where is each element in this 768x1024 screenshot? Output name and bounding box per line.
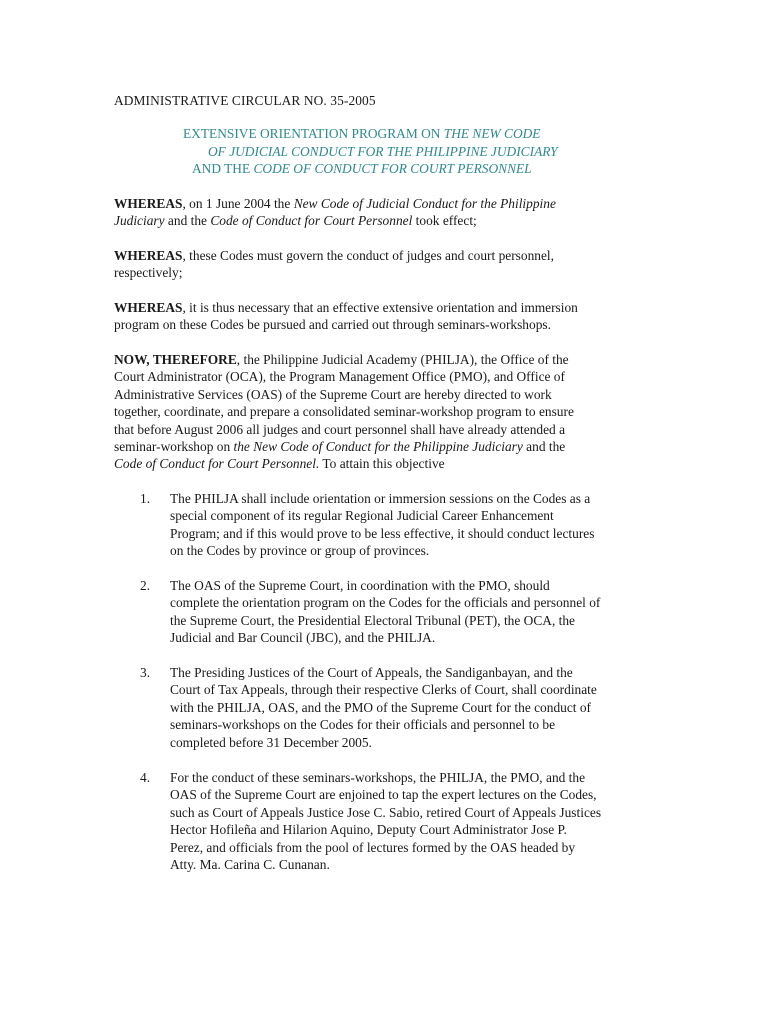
whereas-1-line-1 [114, 195, 654, 212]
title-line-1 [183, 125, 541, 142]
whereas-1-text: , on 1 June 2004 the [182, 196, 294, 211]
now-line-5: that before August 2006 all judges and court personnel shall have already attended a [114, 421, 566, 437]
list-item-line: The PHILJA shall include orientation or immersion sessions on the Codes as a [170, 491, 591, 506]
list-item-line: The OAS of the Supreme Court, in coordination with the PMO, should [170, 578, 550, 593]
new-code-title-italic: New Code of Judicial Conduct for the Philippine [293, 196, 556, 211]
whereas-1-line-2 [114, 212, 654, 229]
whereas-3-text: , it is thus necessary that an effective extensive orientation and immersion [182, 300, 578, 315]
list-item-number: 2. [140, 578, 151, 593]
now-therefore-label: NOW, THEREFORE [114, 352, 237, 367]
list-item-number: 3. [140, 665, 151, 680]
whereas-paragraph-3 [114, 299, 654, 334]
now-line-2: Court Administrator (OCA), the Program Management Office (PMO), and Office of [114, 369, 565, 385]
list-item-line: OAS of the Supreme Court are enjoined to tap the expert lectures on the Codes, [170, 787, 597, 803]
now-line-6 [114, 438, 654, 455]
list-item-line: such as Court of Appeals Justice Jose C. Sabio, retired Court of Appeals Justices [170, 804, 602, 820]
list-item-text [170, 490, 660, 560]
whereas-3-line-1 [114, 299, 654, 316]
title-line-2 [208, 143, 558, 160]
new-code-italic: the New Code of Conduct for the Philippine Judiciary [233, 439, 523, 455]
title-line-3 [192, 160, 532, 177]
list-item-text [170, 577, 660, 647]
list-item-text [170, 769, 660, 873]
list-item-number: 1. [140, 491, 151, 506]
whereas-2-text: , these Codes must govern the conduct of judges and court personnel, [182, 248, 554, 263]
now-therefore-paragraph [114, 351, 654, 473]
now-line-6-end: and the [522, 439, 566, 455]
title-line-1-italic: THE NEW CODE [443, 126, 541, 141]
now-line-3: Administrative Services (OAS) of the Supreme Court are hereby directed to work [114, 386, 552, 402]
list-item-line: the Supreme Court, the Presidential Electoral Tribunal (PET), the OCA, the [170, 612, 575, 628]
title-line-1-plain: EXTENSIVE ORIENTATION PROGRAM ON [183, 126, 444, 141]
now-line-7 [114, 455, 654, 472]
whereas-paragraph-2 [114, 247, 654, 282]
list-item-line: complete the orientation program on the Codes for the officials and personnel of [170, 595, 601, 611]
list-item-line: Court of Tax Appeals, through their respective Clerks of Court, shall coordinate [170, 682, 597, 698]
title-line-2-italic: OF JUDICIAL CONDUCT FOR THE PHILIPPINE JUDICIARY [208, 144, 558, 159]
whereas-3-line-2: program on these Codes be pursued and carried out through seminars-workshops. [114, 317, 551, 333]
list-item-line: Program; and if this would prove to be less effective, it should conduct lectures [170, 525, 595, 541]
whereas-2-line-1 [114, 247, 654, 264]
list-item-line: completed before 31 December 2005. [170, 734, 372, 750]
whereas-label: WHEREAS [114, 196, 183, 211]
list-item-line: Judicial and Bar Council (JBC), and the PHILJA. [170, 630, 436, 646]
list-item-line: Perez, and officials from the pool of lectures formed by the OAS headed by [170, 839, 576, 855]
now-line-7-end: To attain this objective [319, 456, 445, 472]
whereas-2-line-2: respectively; [114, 265, 183, 281]
list-item-line: For the conduct of these seminars-workshops, the PHILJA, the PMO, and the [170, 770, 586, 785]
whereas-1-and: and the [164, 213, 211, 229]
whereas-label: WHEREAS [114, 300, 183, 315]
judiciary-italic: Judiciary [114, 213, 165, 229]
court-personnel-italic: Code of Conduct for Court Personnel. [114, 456, 320, 472]
list-item-line: Atty. Ma. Carina C. Cunanan. [170, 857, 330, 873]
whereas-1-end: took effect; [412, 213, 477, 229]
circular-number-heading: ADMINISTRATIVE CIRCULAR NO. 35-2005 [114, 93, 376, 108]
now-line-1-text: , the Philippine Judicial Academy (PHILJA), the Office of the [236, 352, 569, 367]
whereas-label: WHEREAS [114, 248, 183, 263]
list-item-line: on the Codes by province or group of provinces. [170, 543, 430, 559]
now-line-6-text: seminar-workshop on [114, 439, 234, 455]
whereas-paragraph-1 [114, 195, 654, 230]
now-line-1 [114, 351, 654, 368]
list-item-line: with the PHILJA, OAS, and the PMO of the Supreme Court for the conduct of [170, 699, 592, 715]
list-item-line: The Presiding Justices of the Court of Appeals, the Sandiganbayan, and the [170, 665, 573, 680]
list-item-line: Hector Hofileña and Hilarion Aquino, Deputy Court Administrator Jose P. [170, 822, 567, 838]
list-item-line: special component of its regular Regional Judicial Career Enhancement [170, 508, 554, 524]
list-item-text [170, 664, 660, 751]
now-line-4: together, coordinate, and prepare a consolidated seminar-workshop program to ensure [114, 404, 574, 420]
title-line-3-italic: CODE OF CONDUCT FOR COURT PERSONNEL [253, 161, 532, 176]
court-personnel-code-italic: Code of Conduct for Court Personnel [210, 213, 413, 229]
list-item-line: seminars-workshops on the Codes for their officials and personnel to be [170, 717, 556, 733]
list-item-number: 4. [140, 770, 151, 785]
title-line-3-plain: AND THE [192, 161, 254, 176]
